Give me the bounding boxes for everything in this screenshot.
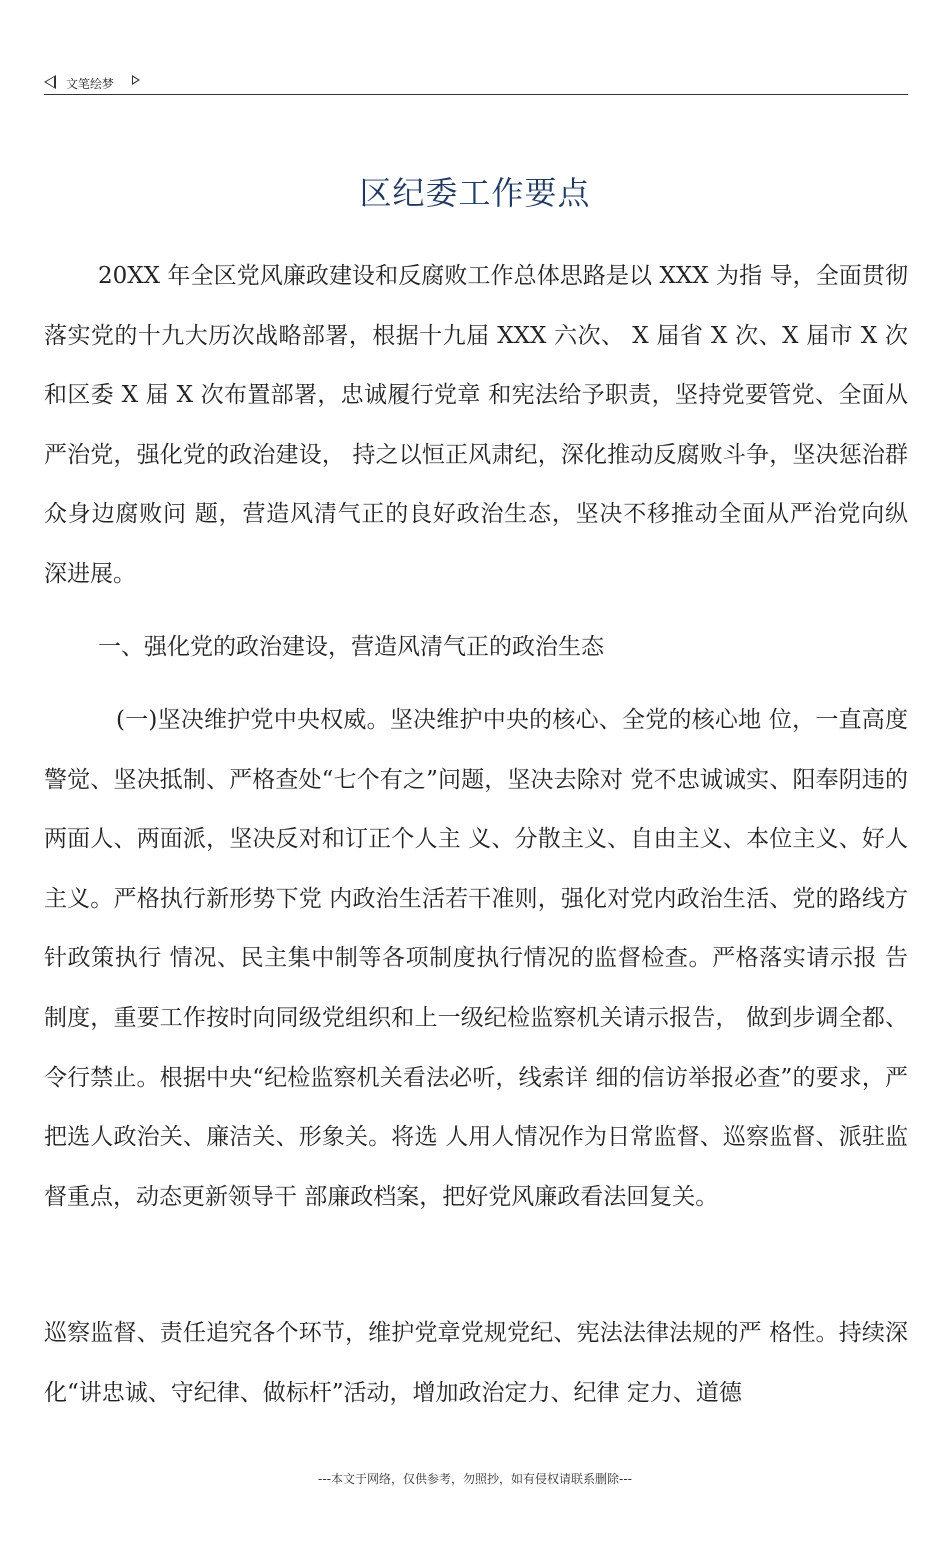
- section-heading: 一、强化党的政治建设，营造风清气正的政治生态: [98, 634, 604, 660]
- paragraph-continued: 巡察监督、责任追究各个环节，维护党章党规党纪、宪法法律法规的严 格性。持续深化“讲忠诚、守纪律、做标杆”活动，增加政治定力、纪律 定力、道德: [44, 1320, 908, 1406]
- page-header: [44, 72, 908, 95]
- document-title: 区纪委工作要点: [359, 174, 591, 212]
- paragraph-section-1: (一)坚决维护党中央权威。坚决维护中央的核心、全党的核心地 位，一直高度警觉、坚决抵制、严格查处“七个有之”问题，坚决去除对 党不忠诚诚实、阳奉阴违的两面人、两面派，坚决反对和订正个人主 义、分散主义、自由主义、本位主义、好人主义。严格执行新形势下党 内政治生活若干准则，强化对党内政治生活、党的路线方针政策执行 情况、民主集中制等各项制度执行情况的监督检查。严格落实请示报 告制度，重要工作按时向同级党组织和上一级纪检监察机关请示报告， 做到步调全都、令行禁止。根据中央“纪检监察机关看法必听，线索详 细的信访举报必查”的要求，严把选人政治关、廉洁关、形象关。将选 人用人情况作为日常监督、巡察监督、派驻监督重点，动态更新领导干 部廉政档案，把好党风廉政看法回复关。: [44, 707, 908, 1210]
- footer-notice: ---本文于网络，仅供参考，勿照抄，如有侵权请联系删除---: [318, 1472, 632, 1486]
- triangle-left-icon: [44, 75, 56, 89]
- paragraph-intro: 20XX 年全区党风廉政建设和反腐败工作总体思路是以 XXX 为指 导，全面贯彻落实党的十九大历次战略部署，根据十九届 XXX 六次、 X 届省 X 次、X 届市 X 次和区委 X 届 X 次布置部署，忠诚履行党章 和宪法给予职责，坚持党要管党、全面从严治党，强化党的政治建设， 持之以恒正风肃纪，深化推动反腐败斗争，坚决惩治群众身边腐败问 题，营造风清气正的良好政治生态，坚决不移推动全面从严治党向纵 深进展。: [44, 263, 908, 587]
- triangle-right-icon: [132, 75, 140, 85]
- header-brand: 文笔绘梦: [66, 77, 115, 91]
